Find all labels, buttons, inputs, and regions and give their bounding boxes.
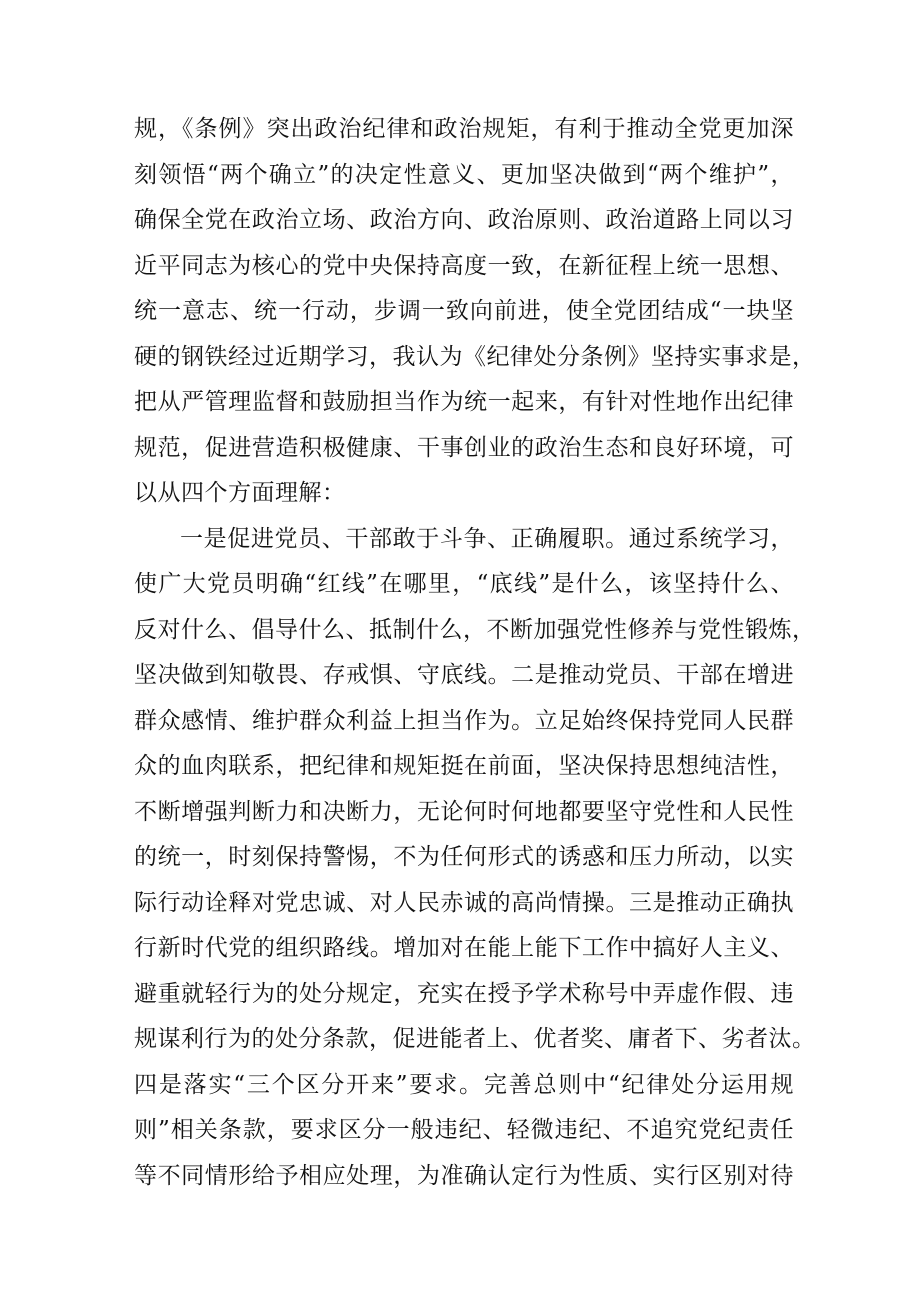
text-line: 使广大党员明确“红线”在哪里，“底线”是什么，该坚持什么、 [134,571,794,597]
text-line: 刻领悟“两个确立”的决定性意义、更加坚决做到“两个维护”， [134,161,794,188]
text-line: 群众感情、维护群众利益上担当作为。立足始终保持党同人民群 [134,707,794,734]
text-line: 的统一，时刻保持警惕，不为任何形式的诱惑和压力所动，以实 [134,844,794,870]
text-line: 众的血肉联系，把纪律和规矩挺在前面，坚决保持思想纯洁性， [134,753,794,779]
text-line: 硬的钢铁经过近期学习，我认为《纪律处分条例》坚持实事求是， [134,343,816,370]
text-line: 以从四个方面理解： [134,480,346,506]
text-line: 近平同志为核心的党中央保持高度一致，在新征程上统一思想、 [134,252,794,279]
document-body [134,107,816,1199]
text-line: 坚决做到知敬畏、存戒惧、守底线。二是推动党员、干部在增进 [134,662,794,688]
text-line: 四是落实“三个区分开来”要求。完善总则中“纪律处分运用规 [134,1071,794,1098]
text-line: 统一意志、统一行动，步调一致向前进，使全党团结成“一块坚 [134,298,794,324]
text-line: 行新时代党的组织路线。增加对在能上能下工作中搞好人主义、 [134,935,794,961]
text-line: 确保全党在政治立场、政治方向、政治原则、政治道路上同以习 [134,207,794,233]
text-line: 不断增强判断力和决断力，无论何时何地都要坚守党性和人民性 [134,798,794,825]
text-line: 反对什么、倡导什么、抵制什么，不断加强党性修养与党性锻炼， [134,616,816,643]
paragraph-first-line: 一是促进党员、干部敢于斗争、正确履职。通过系统学习， [180,525,794,552]
text-line: 避重就轻行为的处分规定，充实在授予学术称号中弄虚作假、违 [134,980,794,1007]
text-line: 规，《条例》突出政治纪律和政治规矩，有利于推动全党更加深 [134,116,794,142]
text-line: 规谋利行为的处分条款，促进能者上、优者奖、庸者下、劣者汰。 [134,1026,816,1052]
text-line: 规范，促进营造积极健康、干事创业的政治生态和良好环境，可 [134,434,794,461]
text-line: 则”相关条款，要求区分一般违纪、轻微违纪、不追究党纪责任 [134,1117,794,1143]
text-line: 等不同情形给予相应处理，为准确认定行为性质、实行区别对待 [134,1162,794,1189]
text-line: 把从严管理监督和鼓励担当作为统一起来，有针对性地作出纪律 [134,389,794,415]
text-line: 际行动诠释对党忠诚、对人民赤诚的高尚情操。三是推动正确执 [134,889,794,916]
